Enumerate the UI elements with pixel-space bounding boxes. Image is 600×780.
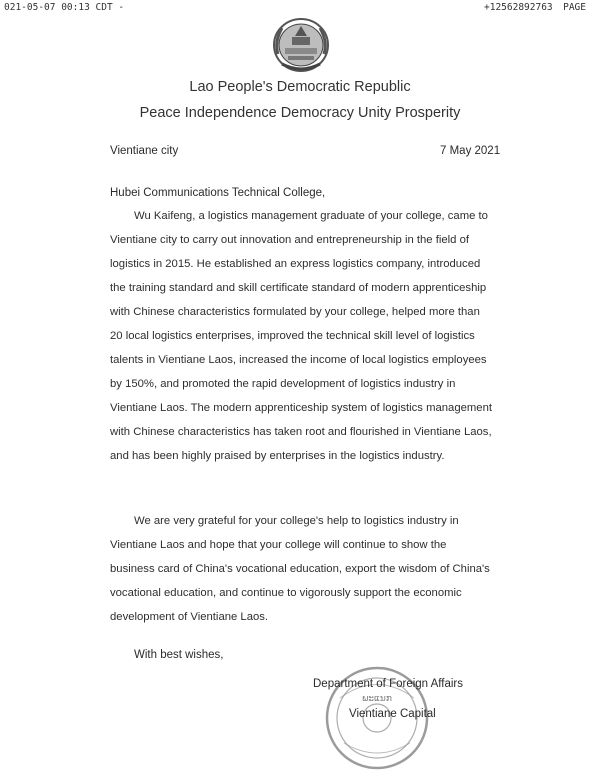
- lao-national-emblem-icon: [270, 14, 332, 74]
- fax-timestamp: 021-05-07 00:13 CDT -: [4, 2, 125, 13]
- closing: With best wishes,: [134, 649, 224, 661]
- addressee: Hubei Communications Technical College,: [110, 187, 326, 199]
- fax-phone-number: +12562892763: [484, 2, 553, 13]
- letter-date: 7 May 2021: [440, 145, 501, 157]
- letterhead-country: Lao People's Democratic Republic: [189, 79, 411, 95]
- stamp-lao-text: ພະແນກ: [362, 694, 392, 704]
- body-paragraph-2: We are very grateful for your college's help to logistics industry in Vientiane Laos and hope that your college will continue to show the business card of China's vocational education, export the wisdom of China's vocational education, and continue to vigorously support the economic development of Vientiane Laos.: [110, 515, 490, 623]
- fax-page-label: PAGE: [563, 2, 586, 13]
- letterhead-motto: Peace Independence Democracy Unity Prosperity: [139, 105, 461, 121]
- signature-department: Department of Foreign Affairs: [313, 678, 463, 690]
- body-paragraph-1: Wu Kaifeng, a logistics management graduate of your college, came to Vientiane city to carry out innovation and entrepreneurship in the field of logistics in 2015. He established an express logistics company, introduced the training standard and skill certificate standard of modern apprenticeship with Chinese characteristics formulated by your college, helped more than 20 local logistics enterprises, improved the technical skill level of logistics talents in Vientiane Laos, increased the income of local logistics employees by 150%, and promoted the rapid development of logistics industry in Vientiane Laos. The modern apprenticeship system of logistics management with Chinese characteristics has taken root and flourished in Vientiane Laos, and has been highly praised by enterprises in the logistics industry.: [110, 210, 493, 462]
- signature-capital: Vientiane Capital: [349, 708, 436, 720]
- letter-place: Vientiane city: [110, 145, 179, 157]
